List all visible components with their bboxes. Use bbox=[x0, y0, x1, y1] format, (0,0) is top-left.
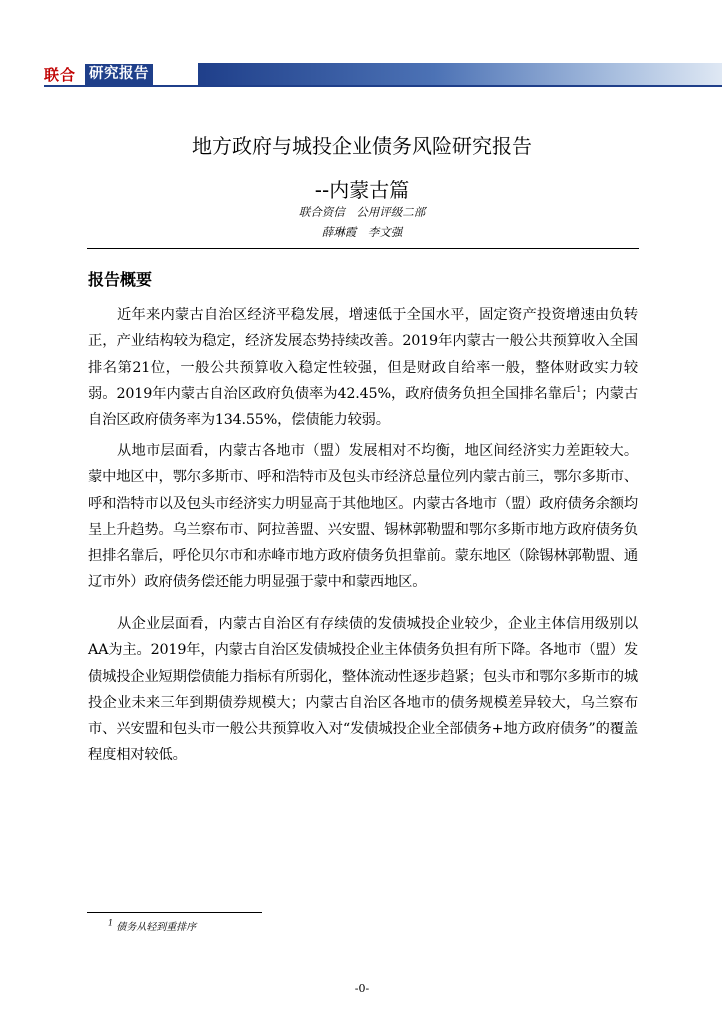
title-divider bbox=[87, 248, 639, 249]
footnote bbox=[108, 918, 196, 933]
header-gradient-bar bbox=[198, 63, 722, 85]
brand-name: 联合 bbox=[44, 66, 77, 84]
report-subtitle: --内蒙古篇 bbox=[314, 178, 410, 202]
summary-paragraph-1 bbox=[88, 302, 638, 433]
footnote-ref: 1 bbox=[576, 385, 582, 395]
section-heading: 报告概要 bbox=[88, 270, 153, 289]
header-rule bbox=[44, 85, 722, 87]
paragraph-1-text: 近年来内蒙古自治区经济平稳发展，增速低于全国水平，固定资产投资增速由负转正，产业结构较为稳定，经济发展态势持续改善。2019年内蒙古一般公共预算收入全国排名第21位，一般公共预算收入稳定性较强，但是财政自给率一般，整体财政实力较弱。2019年内蒙古自治区政府负债率为42.45%，政府债务负担全国排名靠后 bbox=[88, 307, 638, 402]
footnote-mark: 1 bbox=[108, 918, 114, 928]
paragraph-1-tail: ；内蒙古自治区政府债务率为134.55%，偿债能力较弱。 bbox=[88, 385, 639, 429]
footnote-text: 债务从轻到重排序 bbox=[116, 922, 197, 933]
summary-paragraph-2: 从地市层面看，内蒙古各地市（盟）发展相对不均衡，地区间经济实力差距较大。蒙中地区中，鄂尔多斯市、呼和浩特市及包头市经济总量位列内蒙古前三，鄂尔多斯市、呼和浩特市以及包头市经济实力明显高于其他地区。内蒙古各地市（盟）政府债务余额均呈上升趋势。乌兰察布市、阿拉善盟、兴安盟、锡林郭勒盟和鄂尔多斯市地方政府债务负担排名靠后，呼伦贝尔市和赤峰市地方政府债务负担靠前。蒙东地区（除锡林郭勒盟、通辽市外）政府债务偿还能力明显强于蒙中和蒙西地区。 bbox=[88, 443, 638, 591]
report-header bbox=[32, 63, 722, 87]
footnote-divider bbox=[87, 912, 262, 913]
report-type-tag: 研究报告 bbox=[85, 64, 153, 85]
page-number: -0- bbox=[354, 982, 370, 995]
author-names: 薛琳霞 李文强 bbox=[321, 225, 403, 239]
report-title: 地方政府与城投企业债务风险研究报告 bbox=[192, 134, 532, 158]
author-org: 联合资信 公用评级二部 bbox=[298, 205, 426, 219]
summary-paragraph-3: 从企业层面看，内蒙古自治区有存续债的发债城投企业较少，企业主体信用级别以AA为主。2019年，内蒙古自治区发债城投企业主体债务负担有所下降。各地市（盟）发债城投企业短期偿债能力指标有所弱化，整体流动性逐步趋紧；包头市和鄂尔多斯市的城投企业未来三年到期债券规模大；内蒙古自治区各地市的债务规模差异较大，乌兰察布市、兴安盟和包头市一般公共预算收入对“发债城投企业全部债务+地方政府债务”的覆盖程度相对较低。 bbox=[88, 616, 638, 764]
